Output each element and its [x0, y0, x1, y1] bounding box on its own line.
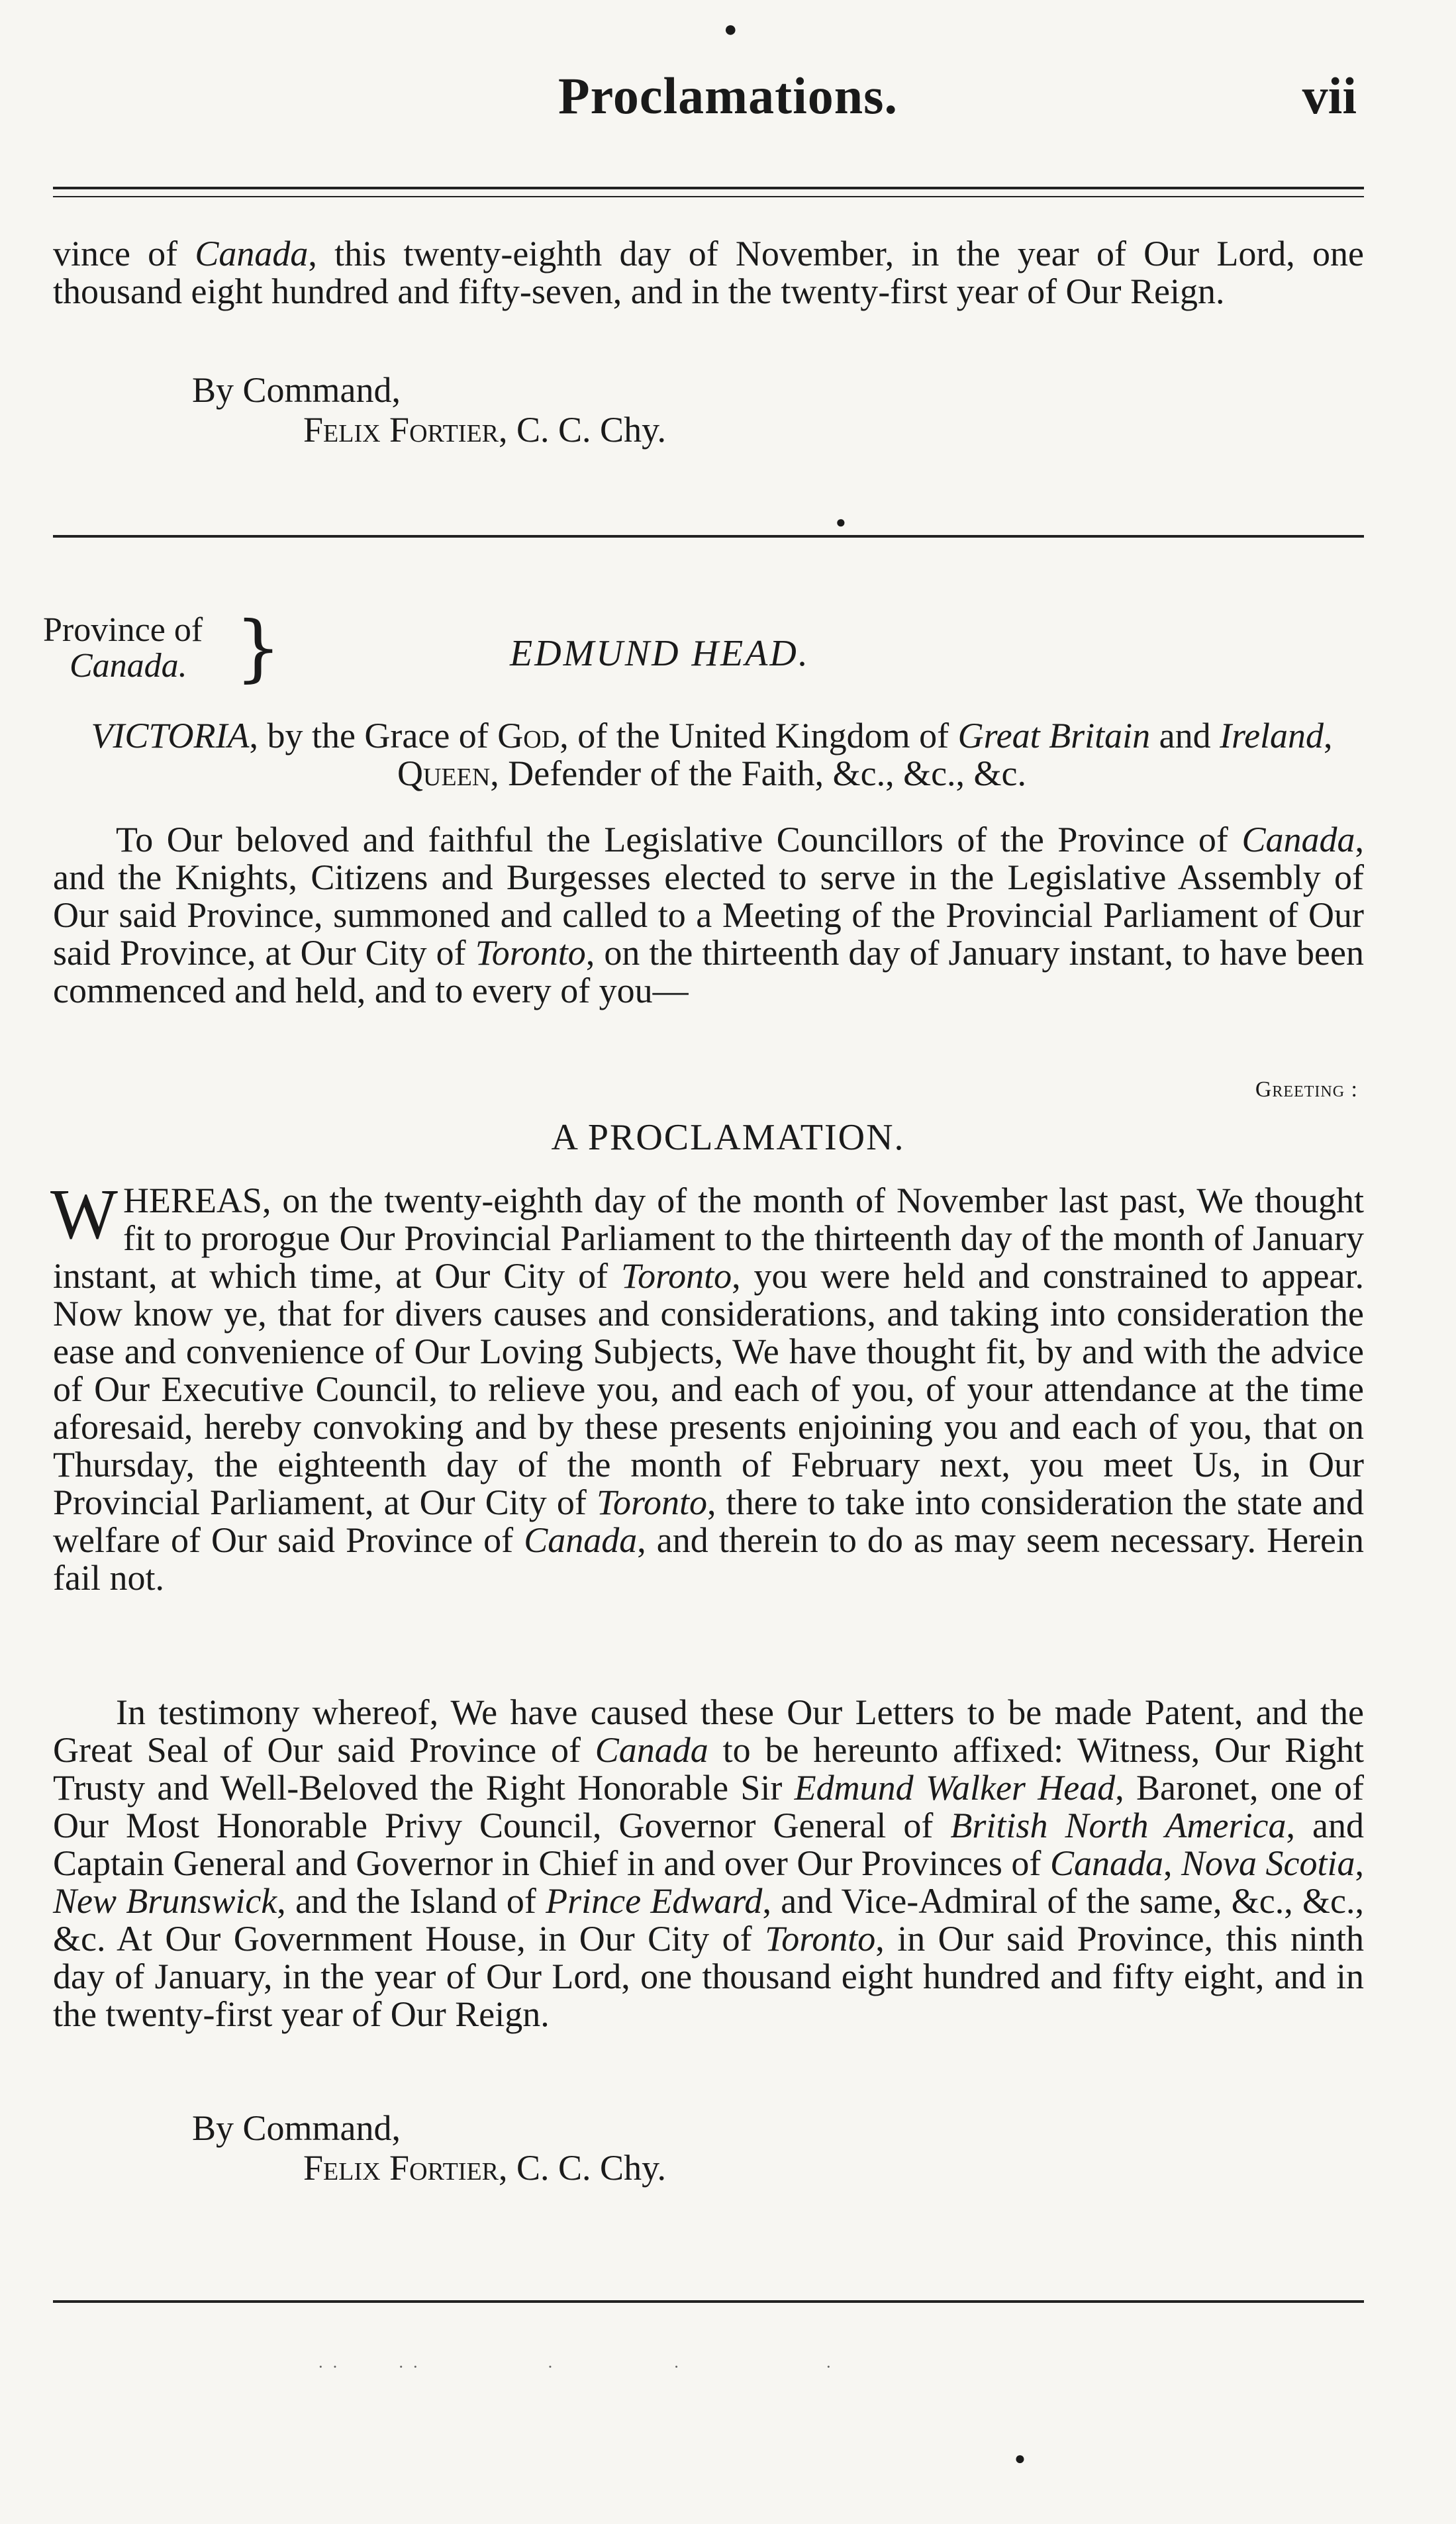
paper-specks: · · · · · · · [318, 2357, 832, 2376]
top-ornament: ● [724, 17, 738, 42]
signature-1 [303, 411, 666, 449]
province-line-1: Province of [43, 611, 203, 649]
signatory-name-2: Felix Fortier [303, 2148, 499, 2188]
province-label [43, 612, 203, 684]
signatory-name-1: Felix Fortier [303, 410, 499, 450]
header-rule-bottom [53, 196, 1364, 197]
page-number: vii [1302, 67, 1357, 124]
testimony-paragraph: In testimony whereof, We have caused these Our Letters to be made Patent, and the Great Seal of Our said Province of Canada to be hereunto affixed: Witness, Our Right Trusty and Well-Beloved the Right Honorable Sir Edmund Walker Head, Baronet, one of Our Most Honorable Privy Council, Governor General of British North America, and Captain General and Governor in Chief in and over Our Provinces of Canada, Nova Scotia, New Brunswick, and the Island of Prince Edward, and Vice-Admiral of the same, &c., &c., &c. At Our Government House, in Our City of Toronto, in Our said Province, this ninth day of January, in the year of Our Lord, one thousand eight hundred and fifty eight, and in the twenty-first year of Our Reign. [53, 1692, 1365, 2034]
victoria-title: VICTORIA, by the Grace of God, of the United Kingdom of Great Britain and Ireland, Queen, Defender of the Faith, &c., &c., &c. [91, 716, 1333, 793]
governor-name: EDMUND HEAD. [510, 633, 810, 674]
continuation-paragraph: vince of Canada, this twenty-eighth day of November, in the year of Our Lord, one thousand eight hundred and fifty-seven, and in the twenty-first year of Our Reign. [53, 234, 1365, 311]
province-line-2: Canada. [70, 647, 187, 685]
greeting: Greeting : [1255, 1077, 1358, 1102]
signature-2 [303, 2149, 666, 2187]
footer-rule [53, 2300, 1364, 2303]
proclamation-heading: A PROCLAMATION. [551, 1117, 905, 1158]
whereas-paragraph [50, 1175, 1364, 1598]
drop-cap: W [50, 1175, 118, 1254]
bottom-ornament: ● [1014, 2449, 1026, 2469]
running-head-title: Proclamations. [558, 67, 898, 124]
by-command-1: By Command, [192, 370, 401, 410]
address-paragraph: To Our beloved and faithful the Legislative Councillors of the Province of Canada, and the Knights, Citizens and Burgesses elected to serve in the Legislative Assembly of Our said Province, summoned and called to a Meeting of the Provincial Parliament of Our said Province, at Our City of Toronto, on the thirteenth day of January instant, to have been commenced and held, and to every of you— [53, 820, 1364, 1010]
divider-ornament: ● [836, 512, 846, 532]
whereas-text: HEREAS, on the twenty-eighth day of the month of November last past, We thought fit to prorogue Our Provincial Parliament to the thirteenth day of the month of January instant, at which time, at Our City of Toronto, you were held and constrained to appear. Now know ye, that for divers causes and considerations, and taking into consideration the ease and convenience of Our Loving Subjects, We have thought fit, by and with the advice of Our Executive Council, to relieve you, and each of you, of your attendance at the time aforesaid, hereby convoking and by these presents enjoining you and each of you, that on Thursday, the eighteenth day of the month of February next, you meet Us, in Our Provincial Parliament, at Our City of Toronto, there to take into consideration the state and welfare of Our said Province of Canada, and therein to do as may seem necessary. Herein fail not. [53, 1181, 1364, 1598]
by-command-2: By Command, [192, 2108, 401, 2148]
signatory-title-1: , C. C. Chy. [499, 410, 667, 450]
section-divider [53, 535, 1364, 538]
signatory-title-2: , C. C. Chy. [499, 2148, 667, 2188]
header-rule-top [53, 187, 1364, 189]
province-brace: } [235, 605, 281, 690]
